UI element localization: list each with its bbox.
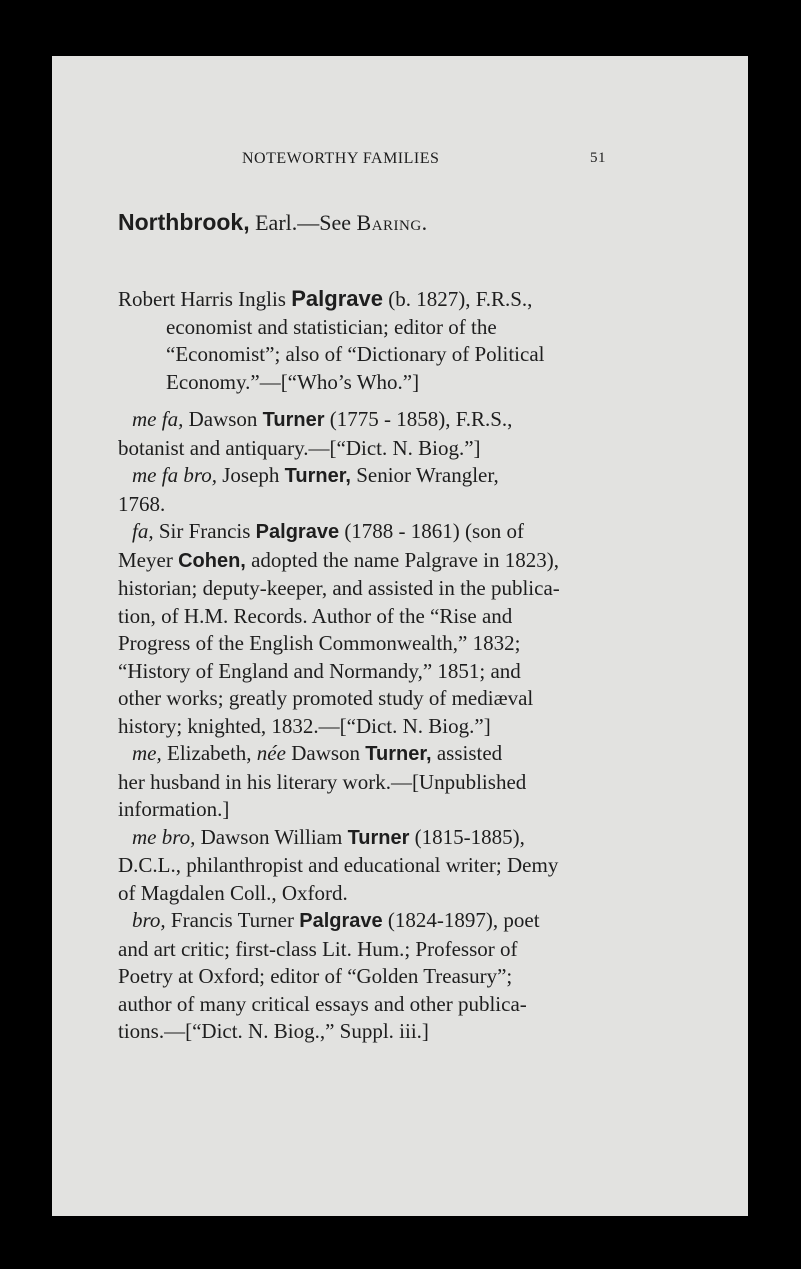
relative-text: (1775 - 1858), F.R.S., [324, 407, 513, 431]
relation-label: fa, [132, 519, 154, 543]
relative-line: information.] [118, 797, 230, 821]
relation-label: bro, [132, 908, 166, 932]
relative-text: (1824-1897), poet [382, 908, 540, 932]
relation-label: me, [132, 741, 162, 765]
relative-surname: Cohen, [178, 549, 246, 572]
relative-line [118, 406, 614, 435]
main-entry-surname: Palgrave [291, 286, 383, 311]
relative-surname: Turner [262, 409, 325, 431]
relative-line: “History of England and Normandy,” 1851; and [118, 658, 521, 683]
relative-line [118, 824, 614, 853]
relative-text: Elizabeth, [161, 741, 257, 765]
relative-surname: Turner [347, 826, 410, 849]
relative-text: Joseph [216, 463, 285, 487]
relative-entry [118, 824, 614, 908]
relative-line: of Magdalen Coll., Oxford. [118, 880, 348, 905]
relative-text: assisted [431, 741, 503, 765]
relation-label: me fa bro, [132, 463, 217, 487]
relative-text: Dawson William [195, 824, 348, 849]
relative-text: Sir Francis [153, 519, 256, 543]
relative-text: adopted the name Palgrave in 1823), [245, 547, 559, 572]
relative-line: author of many critical essays and other publica- [118, 991, 527, 1016]
relative-line: tion, of H.M. Records. Author of the “Rise and [118, 603, 513, 628]
cross-reference: Baring. [356, 210, 428, 235]
relative-line: tions.—[“Dict. N. Biog.,” Suppl. iii.] [118, 1019, 429, 1043]
relative-text: (1788 - 1861) (son of [339, 519, 524, 543]
page-header [52, 150, 748, 176]
relative-line: her husband in his literary work.—[Unpublished [118, 769, 527, 794]
relative-line: and art critic; first-class Lit. Hum.; Professor of [118, 936, 518, 961]
relative-line: Progress of the English Commonwealth,” 1832; [118, 631, 521, 655]
book-page [52, 56, 748, 1216]
relative-text: Francis Turner [165, 908, 300, 932]
main-entry [118, 285, 614, 396]
relative-line [118, 740, 614, 769]
relative-entry [118, 406, 614, 462]
running-head: NOTEWORTHY FAMILIES [242, 150, 440, 167]
relative-surname: Palgrave [255, 521, 340, 543]
relation-label: me fa, [132, 407, 184, 431]
relative-surname: Turner, [365, 743, 432, 765]
relative-surname: Turner, [284, 465, 351, 487]
main-entry-line: “Economist”; also of “Dictionary of Political [166, 342, 545, 366]
entry-body [118, 285, 614, 1046]
relative-line: historian; deputy-keeper, and assisted in the publica- [118, 576, 560, 600]
relative-line: 1768. [118, 491, 166, 516]
relative-line: other works; greatly promoted study of mediæval [118, 686, 534, 710]
relation-label: me bro, [132, 824, 196, 849]
nee-label: née [256, 741, 286, 765]
relative-text: Meyer [118, 547, 179, 572]
relative-text: (1815-1885), [409, 824, 525, 849]
relative-text: Senior Wrangler, [350, 463, 499, 487]
relative-entry [118, 907, 614, 1046]
relative-line [118, 462, 614, 491]
relative-entry [118, 462, 614, 518]
relative-line: Poetry at Oxford; editor of “Golden Treasury”; [118, 964, 513, 988]
relative-line [118, 518, 614, 547]
relative-entry [118, 518, 614, 740]
main-entry-born: (b. 1827), F.R.S., [382, 287, 533, 311]
relative-line: botanist and antiquary.—[“Dict. N. Biog.”] [118, 435, 481, 460]
page-number: 51 [590, 150, 606, 166]
relative-entry [118, 740, 614, 824]
relative-line [118, 907, 614, 936]
relative-text: Dawson [183, 407, 263, 431]
relative-text: Dawson [285, 741, 366, 765]
entry-heading-text: Earl.—See [249, 210, 357, 235]
main-entry-line [118, 285, 614, 314]
relative-line: D.C.L., philanthropist and educational writer; Demy [118, 853, 559, 877]
relative-line: history; knighted, 1832.—[“Dict. N. Biog.”] [118, 713, 491, 738]
relative-line [118, 547, 614, 576]
relative-surname: Palgrave [299, 910, 383, 932]
main-entry-line: economist and statistician; editor of the [166, 314, 497, 339]
entry-heading-northbrook [118, 209, 428, 236]
entry-name: Northbrook, [118, 209, 250, 235]
main-entry-line: Economy.”—[“Who’s Who.”] [166, 369, 420, 394]
main-entry-prefix: Robert Harris Inglis [118, 287, 292, 311]
